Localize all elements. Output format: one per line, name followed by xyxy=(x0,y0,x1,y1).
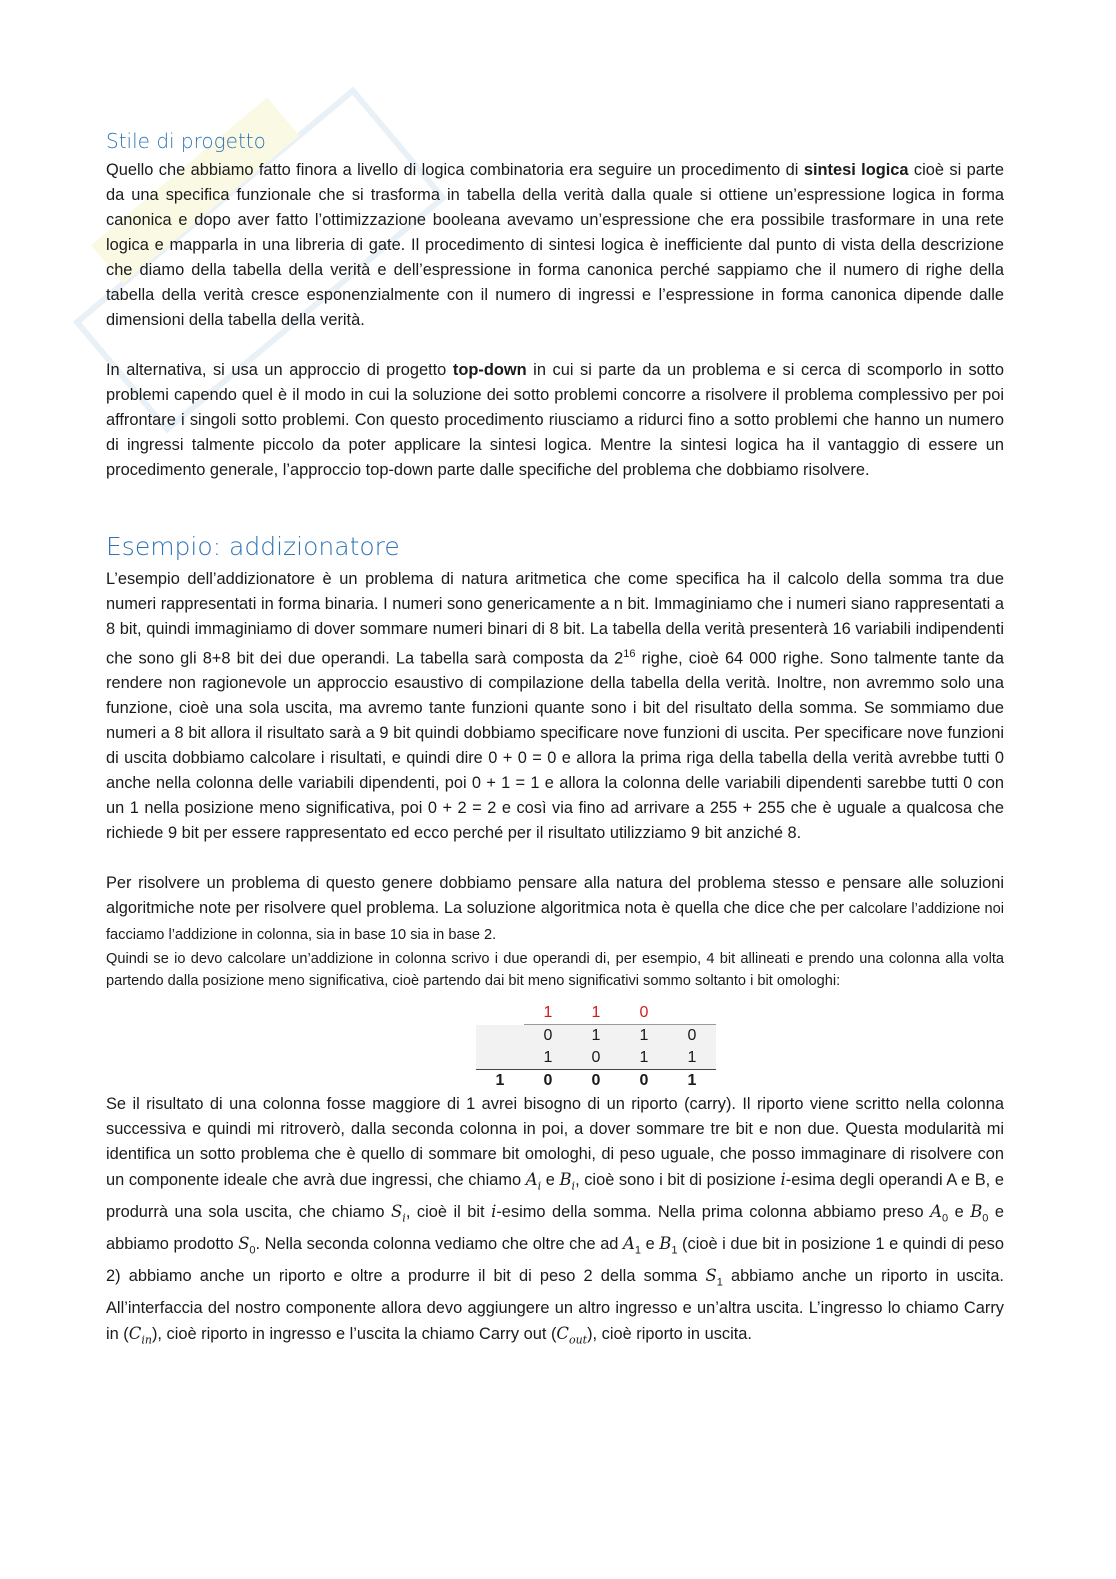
binary-addition-table xyxy=(476,1002,716,1092)
carry-row: 1 1 0 xyxy=(543,1004,649,1022)
operand-row: 0 1 1 0 xyxy=(476,1025,716,1048)
paragraph: Quindi se io devo calcolare un’addizione in colonna scrivo i due operandi di, per esempio, 4 bit allineati e prendo una colonna alla volta partendo dalla posizione meno significativa, cioè partendo dai bit meno significativi sommo soltanto i bit omologhi: xyxy=(106,951,1004,990)
result-row: 1 0 0 0 1 xyxy=(476,1070,716,1093)
document-page xyxy=(106,128,1004,1352)
paragraph: Quello che abbiamo fatto finora a livello di logica combinatoria era seguire un procedimento di sintesi logica cioè si parte da una specifica funzionale che si trasforma in tabella della verità dalla quale si ottiene un’espressione logica in forma canonica e dopo aver fatto l’ottimizzazione booleana avevamo un’espressione che era possibile trasformare in una rete logica e mapparla in una libreria di gate. Il procedimento di sintesi logica è inefficiente dal punto di vista della descrizione che diamo della tabella della verità e dell’espressione in forma canonica perché sappiamo che il numero di righe della tabella della verità cresce esponenzialmente con il numero di ingressi e l’espressione in forma canonica dipende dalle dimensioni della tabella della verità. xyxy=(106,161,1004,329)
paragraph: In alternativa, si usa un approccio di progetto top-down in cui si parte da un problema e si cerca di scomporlo in sotto problemi capendo quel è il modo in cui la soluzione dei sotto problemi concorre a risolvere il problema complessivo per poi affrontare i singoli sotto problemi. Con questo procedimento riusciamo a ridurci fino a sotto problemi che hanno un numero di ingressi talmente piccolo da poter applicare la sintesi logica. Mentre la sintesi logica ha il vantaggio di essere un procedimento generale, l’approccio top-down parte dalle specifiche del problema che dobbiamo risolvere. xyxy=(106,361,1004,479)
paragraph: Per risolvere un problema di questo genere dobbiamo pensare alla natura del problema stesso e pensare alle soluzioni algoritmiche note per risolvere quel problema. La soluzione algoritmica nota è quella che dice che per calcolare l’addizione noi facciamo l’addizione in colonna, sia in base 10 sia in base 2. xyxy=(106,874,1005,944)
section-heading-stile: Stile di progetto xyxy=(106,129,266,153)
paragraph: Se il risultato di una colonna fosse maggiore di 1 avrei bisogno di un riporto (carry). Il riporto viene scritto nella colonna successiva e quindi mi ritroverò, dalla seconda colonna in poi, a dover sommare tre bit e non due. Questa modularità mi identifica un sotto problema che è quello di sommare bit omologhi, di peso uguale, che posso immaginare di risolvere con un componente ideale che avrà due ingressi, che chiamo $A_i$ e $B_i$, cioè sono i bit di posizione i-esima degli operandi A e B, e produrrà una sola uscita, che chiamo $S_i$, cioè il bit i-esimo della somma. Nella prima colonna abbiamo preso $A_0$ e $B_0$ e abbiamo prodotto $S_0$. Nella seconda colonna vediamo che oltre che ad $A_1$ e $B_1$ (cioè i due bit in posizione 1 e quindi di peso 2) abbiamo anche un riporto e oltre a produrre il bit di peso 2 della somma $S_1$ abbiamo anche un riporto in uscita. All’interfaccia del nostro componente allora devo aggiungere un altro ingresso e un’altra uscita. L’ingresso lo chiamo Carry in $(C_{in})$, cioè riporto in ingresso e l’uscita la chiamo Carry out $(C_{out})$, cioè riporto in uscita. xyxy=(106,1095,1004,1346)
paragraph: L’esempio dell’addizionatore è un problema di natura aritmetica che come specifica ha il calcolo della somma tra due numeri rappresentati in forma binaria. I numeri sono genericamente a n bit. Immaginiamo che i numeri siano rappresentati a 8 bit, quindi immaginiamo di dover sommare numeri binari di 8 bit. La tabella della verità presenterà 16 variabili indipendenti che sono gli 8+8 bit dei due operandi. La tabella sarà composta da $2^{16}$ righe, cioè 64 000 righe. Sono talmente tante da rendere non ragionevole un approccio esaustivo di compilazione della tabella della verità. Inoltre, non avremmo solo una funzione, cioè una sola uscita, ma avremo tante funzioni quante sono i bit del risultato della somma. Se sommiamo due numeri a 8 bit allora il risultato sarà a 9 bit quindi dobbiamo specificare nove funzioni di uscita. Per specificare nove funzioni di uscita dobbiamo calcolare i risultati, e quindi dire 0 + 0 = 0 e allora la prima riga della tabella della verità avrebbe tutti 0 anche nella colonna delle variabili dipendenti, poi 0 + 1 = 1 e allora la colonna delle variabili dipendenti sarebbe tutti 0 con un 1 nella posizione meno significativa, poi 0 + 2 = 2 e così via fino ad arrivare a 255 + 255 che è uguale a qualcosa che richiede 9 bit per essere rappresentato ed ecco perché per il risultato utilizziamo 9 bit anziché 8. xyxy=(106,570,1005,843)
section-heading-addizionatore: Esempio: addizionatore xyxy=(106,532,400,561)
operand-row: 1 0 1 1 xyxy=(476,1047,716,1070)
